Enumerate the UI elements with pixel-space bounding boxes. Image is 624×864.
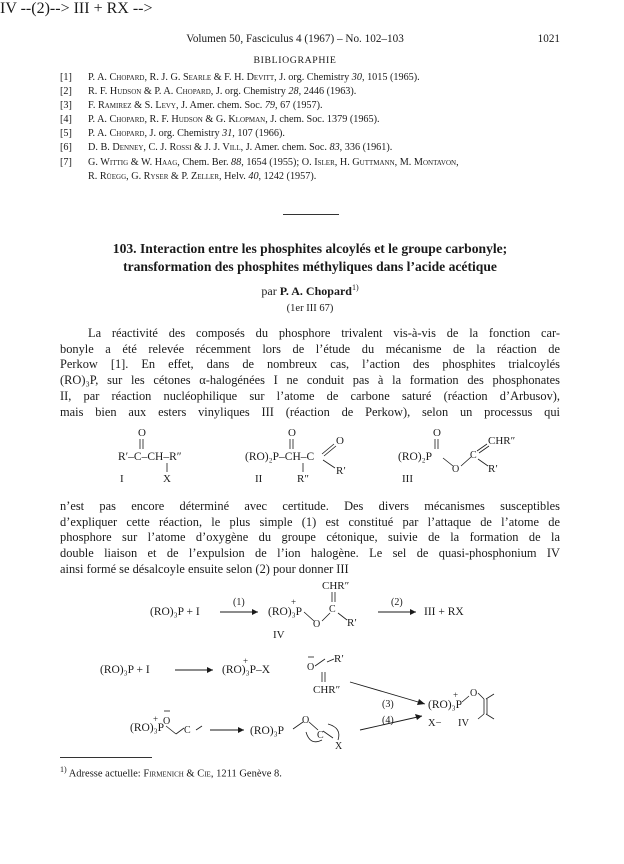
scheme1-r1: R′	[347, 617, 357, 629]
scheme2-step-3: (3)	[382, 699, 394, 710]
section-divider	[283, 214, 339, 215]
footnote-ref: 1)	[351, 283, 359, 292]
scheme2-enolate-oxygen: O	[307, 662, 315, 673]
structures-i-ii-iii	[60, 424, 560, 488]
scheme1-alkylidene: CHR″	[322, 580, 350, 592]
scheme2-step-4: (4)	[382, 715, 394, 726]
scheme1-products: III + RX	[424, 606, 464, 618]
paragraph-1: La réactivité des composés du phosphore trivalent vis-à-vis de la fonction car- bonyle a été relevée récemment lors de l’étude du mécanisme de la réaction de Perkow [1]. En effet, dans de nombreux cas, l’action des phosphites trialcoylés (RO)₃P, sur les cétones α-halogénées I ne conduit pas à la formation des phosphonates II, par réaction nucléophilique sur l’atome de carbone saturé (réaction d’Arbusov), mais bien aux esters vinyliques III (réaction de Perkow), selon un processus qui	[60, 326, 560, 419]
scheme2-row2-carbon: C	[184, 725, 191, 736]
reference-item: [4] P. A. Chopard, R. F. Hudson & G. Klopman, J. chem. Soc. 1379 (1965).	[60, 114, 380, 126]
byline: par P. A. Chopard$^{1)}$	[261, 283, 359, 298]
structure-iii-alkylidene: CHR″	[488, 435, 516, 447]
scheme1-intermediate: (RO)₃P	[268, 606, 303, 618]
bibliography-heading: BIBLIOGRAPHIE	[253, 55, 337, 66]
reaction-scheme-1	[60, 580, 560, 644]
structure-iii-phosphorus: (RO)₂P	[398, 451, 433, 463]
scheme2-product-label: IV	[458, 718, 470, 729]
article-title: 103. Interaction entre les phosphites alcoylés et le groupe carbonyle; transformation des phosphites méthyliques dans l’acide acétique	[112, 241, 508, 274]
scheme1-step-2: (2)	[391, 597, 403, 608]
structure-iii-r1: R′	[488, 463, 498, 475]
scheme1-carbon: C	[329, 604, 336, 615]
scheme2-row2-mid-carbon: C	[317, 730, 324, 741]
structure-ii-r1: R′	[336, 465, 346, 477]
structure-ii-chain: (RO)₂P–CH–C	[245, 451, 315, 463]
scheme2-product-plus: +	[453, 690, 459, 700]
scheme2-row2-mid: (RO)₃P	[250, 725, 285, 737]
scheme2-row2-mid-oxygen: O	[302, 715, 310, 726]
scheme1-plus: +	[291, 597, 297, 607]
footnote-rule	[60, 757, 152, 758]
received-date: (1er III 67)	[286, 303, 334, 314]
structure-iii-carbon: C	[470, 450, 477, 461]
scheme2-row2-left: (RO)₃P	[130, 722, 165, 734]
structure-i-halogen: X	[163, 473, 171, 485]
scheme2-product: (RO)₃P	[428, 699, 463, 711]
scheme1-label-iv: IV	[273, 629, 285, 641]
scheme2-row2-oxygen: O	[163, 716, 171, 727]
structure-i-chain: R′–C–CH–R″	[118, 451, 182, 463]
scheme2-product-oxygen: O	[470, 688, 478, 699]
structure-i-label: I	[120, 473, 124, 485]
scheme1-step-1: (1)	[233, 597, 245, 608]
running-head	[60, 33, 560, 49]
reference-item: [3] F. Ramirez & S. Levy, J. Amer. chem. Soc. 79, 67 (1957).	[60, 100, 323, 112]
structure-ii-carbonyl-oxygen: O	[336, 435, 344, 447]
scheme1-oxygen: O	[313, 619, 321, 630]
reference-item: [1] P. A. Chopard, R. J. G. Searle & F. H. Devitt, J. org. Chemistry 30, 1015 (1965).	[60, 72, 420, 83]
scheme2-row2-halogen: X	[335, 741, 343, 752]
structure-ii-label: II	[255, 473, 263, 485]
scheme2-row1-product: (RO)₃P–X	[222, 664, 271, 676]
author-name: P. A. Chopard	[279, 284, 352, 298]
scheme2-enolate-r1: R′	[334, 653, 344, 665]
reference-item: [5] P. A. Chopard, J. org. Chemistry 31, 107 (1966).	[60, 128, 285, 140]
scheme2-row2-plus: +	[153, 714, 159, 724]
scheme2-row1-reactants: (RO)₃P + I	[100, 664, 150, 676]
reference-list	[60, 71, 560, 184]
reaction-scheme-2	[60, 646, 560, 754]
structure-iii-label: III	[402, 473, 413, 485]
structure-ii-oxygen: O	[288, 427, 296, 439]
scheme1-reactants: (RO)₃P + I	[150, 606, 200, 618]
reference-item: [2] R. F. Hudson & P. A. Chopard, J. org. Chemistry 28, 2446 (1963).	[60, 86, 357, 98]
journal-issue: Volumen 50, Fasciculus 4 (1967) – No. 102–103	[186, 33, 404, 45]
structure-iii-oxygen: O	[433, 427, 441, 439]
page-number: 1021	[537, 33, 560, 45]
structure-i-oxygen: O	[138, 427, 146, 439]
scheme2-row1-plus: +	[243, 656, 249, 666]
scheme2-product-counterion: X−	[428, 718, 442, 729]
paragraph-2: n’est pas encore déterminé avec certitude. Des divers mécanismes susceptibles d’expliquer cette réaction, le plus simple (1) est constitué par l’attaque de l’atome de phosphore sur l’atome d’oxygène du groupe cétonique, suivie de la formation de la double liaison et de l’expulsion de l’ion halogène. Le sel de quasi-phosphonium IV ainsi formé se désalcoyle ensuite selon (2) pour donner III	[60, 499, 560, 576]
journal-page: Volumen 50, Fasciculus 4 (1967) – No. 102–103 1021 BIBLIOGRAPHIE [1] P. A. Chopard, R. J. G. Searle & F. H. Devitt, J. org. Chemistry 30, 1015 (1965). [2] R. F. Hudson & P. A. Chopard, J. org. Chemistry 28, 2446 (1963). [3] F. Ramirez & S. Levy, J. Amer. chem. Soc. 79, 67 (1957). [4] P. A. Chopard, R. F. Hudson & G. Klopman, J. chem. Soc. 1379 (1965). [5] P. A. Chopard, J. org. Chemistry 31, 107 (1966). [6] D. B. Denney, C. J. Rossi & J. J. Vill, J. Amer. chem. Soc. 83, 336 (1961). [7] G. Wittig & W. Haag, Chem. Ber. 88, 1654 (1955); O. Isler, H. Guttmann, M. Montavon, R. Rüegg, G. Ryser & P. Zeller, Helv. 40, 1242 (1957). 103. Interaction entre les phosphites alcoylés et le groupe carbonyle; transformation des phosphites méthyliques dans l’acide acétique par P. A. Chopard$^{1)}$ (1er III 67) La réactivité des composés du phosphore trivalent vis-à-vis de la fonction car- bonyle a été relevée récemment lors de l’étude du mécanisme de la réaction de Perkow [1]. En effet, dans de nombreux cas, l’action des phosphites trialcoylés (RO)₃P, sur les cétones α-halogénées I ne conduit pas à la formation des phosphonates II, par réaction nucléophilique sur l’atome de carbone saturé (réaction d’Arbusov), mais bien aux esters vinyliques III (réaction de Perkow), selon un processus qui O R′–C–CH–R″ X I O (RO)₂P–CH–C O R′ R″ II O (RO)₂P O C CHR″ R′ III n’est pas encore déterminé avec certitude. Des divers mécanismes susceptibles d’expliquer cette réaction, le plus simple (1) est constitué par l’attaque de l’atome de phosphore sur l’atome d’oxygène du groupe cétonique, suivie de la formation de la double liaison et de l’expulsion de l’ion halogène. Le sel de quasi-phosphonium IV ainsi formé se désalcoyle ensuite selon (2) pour donner III IV --(2)--> III + RX --> (RO)₃P + I (1) (RO)₃P + O C CHR″ R′ IV (2) III + RX (RO)₃P + I (RO)₃P–X + O R′ CHR″ (3) (RO)₃P + O C (RO)₃P O C X (4) (RO)₃P + O X− IV $^{1)}$ Adresse actuelle: Firmenich & Cie, 1211 Genève 8.	[0, 0, 560, 780]
reference-item: [6] D. B. Denney, C. J. Rossi & J. J. Vill, J. Amer. chem. Soc. 83, 336 (1961).	[60, 142, 393, 154]
structure-iii-ester-oxygen: O	[452, 464, 460, 475]
scheme2-enolate-alkylidene: CHR″	[313, 684, 341, 696]
structure-ii-r2: R″	[297, 473, 309, 485]
footnote: $^{1)}$ Adresse actuelle: Firmenich & Cie, 1211 Genève 8.	[60, 765, 282, 780]
reference-item: [7] G. Wittig & W. Haag, Chem. Ber. 88, 1654 (1955); O. Isler, H. Guttmann, M. Montavon, R. Rüegg, G. Ryser & P. Zeller, Helv. 40, 1242 (1957).	[60, 156, 459, 182]
